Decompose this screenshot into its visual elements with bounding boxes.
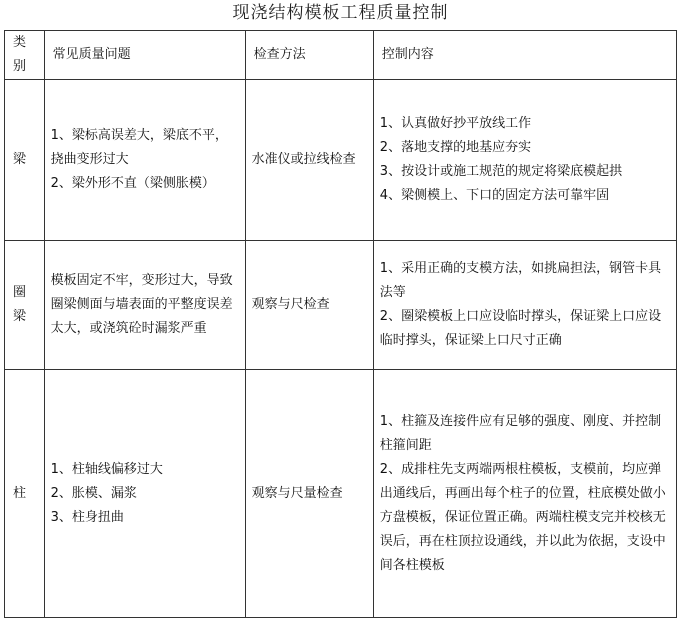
row-control: [373, 370, 676, 618]
control-line: 4、梁侧模上、下口的固定方法可靠牢固: [379, 188, 610, 203]
issue-line: 1、柱轴线偏移过大: [50, 461, 163, 477]
row-issues: [44, 241, 245, 370]
control-line: 1、认真做好抄平放线工作: [379, 116, 532, 131]
row-issues: [44, 80, 245, 241]
row-category: 圈梁: [5, 241, 45, 370]
quality-control-table: [4, 30, 677, 618]
header-category: 类别: [5, 31, 45, 80]
control-line: 2、落地支撑的地基应夯实: [379, 140, 532, 155]
header-control: 控制内容: [373, 31, 676, 80]
header-method: 检查方法: [245, 31, 373, 80]
document-title: 现浇结构模板工程质量控制: [232, 3, 449, 23]
row-category: 柱: [5, 370, 45, 618]
issue-line: 1、梁标高误差大，梁底不平，挠曲变形过大: [50, 128, 228, 167]
control-line: 3、按设计或施工规范的规定将梁底模起拱: [379, 164, 623, 179]
row-issues: [44, 370, 245, 618]
table-row: [5, 241, 677, 370]
row-method: 观察与尺检查: [245, 241, 373, 370]
table-header-row: [5, 31, 677, 80]
row-control: [373, 80, 676, 241]
row-control: [373, 241, 676, 370]
row-category: 梁: [5, 80, 45, 241]
control-line: 1、柱箍及连接件应有足够的强度、刚度、并控制柱箍间距: [379, 413, 662, 453]
control-line: 1、采用正确的支模方法，如挑扁担法，钢管卡具法等: [379, 261, 662, 300]
table-row: [5, 370, 677, 618]
table-row: [5, 80, 677, 241]
row-method: 水准仪或拉线检查: [245, 80, 373, 241]
issue-line: 2、胀模、漏浆: [50, 485, 137, 501]
issue-line: 模板固定不牢，变形过大，导致圈梁侧面与墙表面的平整度误差太大，或浇筑砼时漏浆严重: [50, 273, 233, 336]
issue-line: 2、梁外形不直（梁侧胀模）: [50, 176, 215, 191]
header-issues: 常见质量问题: [44, 31, 245, 80]
control-line: 2、成排柱先支两端两根柱模板，支模前，均应弹出通线后，再画出每个柱子的位置，柱底模处做小方盘模板，保证位置正确。两端柱模支完并校核无误后，再在柱顶拉设通线，并以此为依据，支设中间各柱模板: [379, 461, 666, 573]
row-method: 观察与尺量检查: [245, 370, 373, 618]
issue-line: 3、柱身扭曲: [50, 509, 124, 525]
control-line: 2、圈梁模板上口应设临时撑头，保证梁上口应设临时撑头，保证梁上口尺寸正确: [379, 309, 662, 348]
